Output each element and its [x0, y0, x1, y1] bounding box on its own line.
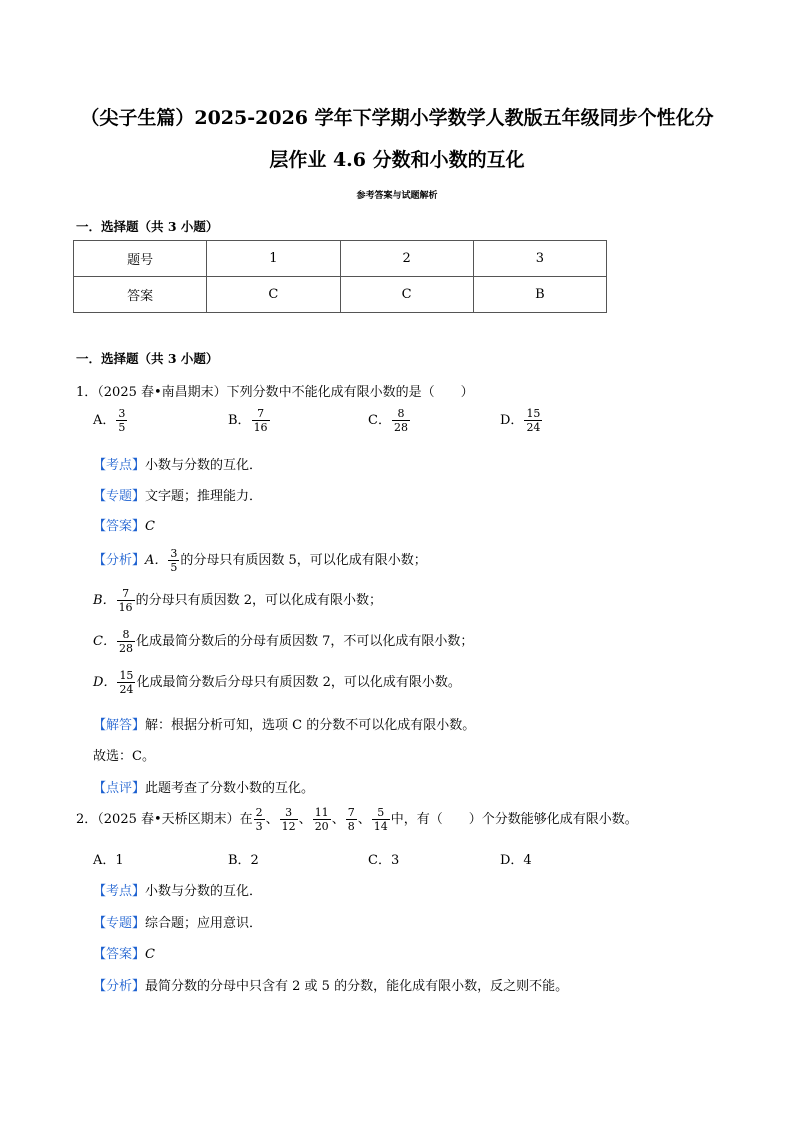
q1-jieda: 【解答】解：根据分析可知，选项 C 的分数不可以化成有限小数。: [93, 718, 476, 733]
fraction: $\frac{3}{12}$: [281, 806, 296, 833]
answer-cell: C: [340, 277, 473, 313]
q2-option-d: D．4: [500, 853, 532, 868]
question-number-cell: 3: [473, 241, 606, 277]
dianping-tag: 【点评】: [93, 781, 146, 796]
q2-kaodian: 【考点】小数与分数的互化．: [93, 884, 263, 899]
page-subtitle: 参考答案与试题解析: [356, 191, 438, 201]
fraction: $\frac{7}{8}$: [347, 806, 355, 833]
fenxi-tag: 【分析】: [93, 979, 146, 994]
daan-tag: 【答案】: [93, 519, 146, 534]
fraction: $\frac{3}{5}$: [170, 547, 178, 574]
fraction: $\frac{2}{3}$: [255, 806, 263, 833]
section-heading-questions: 一．选择题（共 3 小题）: [76, 351, 219, 366]
q1-option-c: [368, 407, 411, 434]
table-row: [74, 241, 607, 277]
q1-option-a: [93, 407, 128, 434]
q1-option-d: [500, 407, 543, 434]
answer-cell: C: [207, 277, 340, 313]
section-heading-answers: 一．选择题（共 3 小题）: [76, 219, 219, 234]
option-letter: D．: [500, 413, 524, 428]
q1-kaodian: 【考点】小数与分数的互化．: [93, 458, 263, 473]
q1-fenxi-c: C． $\frac{8}{28}$ 化成最简分数后的分母有质因数 7，不可以化成有限小数；: [93, 628, 474, 655]
jieda-tag: 【解答】: [93, 718, 146, 733]
fraction: $\frac{7}{16}$: [253, 407, 268, 434]
daan-tag: 【答案】: [93, 947, 146, 962]
page-title-line1: （尖子生篇）2025-2026 学年下学期小学数学人教版五年级同步个性化分: [80, 107, 714, 129]
q1-zhuanti: 【专题】文字题；推理能力．: [93, 489, 263, 504]
q2-fenxi: 【分析】最简分数的分母中只含有 2 或 5 的分数，能化成有限小数，反之则不能。: [93, 979, 569, 994]
answer-table: [73, 240, 607, 313]
q2-daan: 【答案】C: [93, 947, 155, 962]
fraction: $\frac{15}{24}$: [119, 669, 134, 696]
fraction: $\frac{3}{5}$: [118, 407, 126, 434]
fraction: $\frac{15}{24}$: [526, 407, 541, 434]
kaodian-tag: 【考点】: [93, 884, 146, 899]
fraction: $\frac{8}{28}$: [118, 628, 133, 655]
fraction: $\frac{11}{20}$: [314, 806, 329, 833]
q2-zhuanti: 【专题】综合题；应用意识．: [93, 916, 263, 931]
zhuanti-tag: 【专题】: [93, 489, 146, 504]
zhuanti-tag: 【专题】: [93, 916, 146, 931]
q1-daan: 【答案】C: [93, 519, 155, 534]
option-letter: B．: [228, 413, 251, 428]
q2-stem: 2．（2025 春•天桥区期末）在 $\frac{2}{3}$ 、 $\frac{3}{12}$ 、 $\frac{11}{20}$ 、 $\frac{7}{8}$ 、 $\frac{5}{14}$ 中，有（ ）个分数能够化成有限小数。: [76, 806, 638, 833]
fraction: $\frac{7}{16}$: [118, 587, 133, 614]
q1-fenxi-a: 【分析】A． $\frac{3}{5}$ 的分母只有质因数 5，可以化成有限小数；: [93, 547, 427, 574]
option-letter: C．: [368, 413, 391, 428]
fenxi-tag: 【分析】: [93, 553, 146, 568]
question-number-cell: 1: [207, 241, 340, 277]
q1-fenxi-d: D． $\frac{15}{24}$ 化成最简分数后分母只有质因数 2，可以化成有限小数。: [93, 669, 461, 696]
fraction: $\frac{5}{14}$: [373, 806, 388, 833]
answer-cell: B: [473, 277, 606, 313]
q1-stem: 1．（2025 春•南昌期末）下列分数中不能化成有限小数的是（ ）: [76, 385, 474, 400]
q1-guxuan: 故选：C。: [93, 749, 155, 764]
option-letter: A．: [93, 413, 116, 428]
q2-option-b: B．2: [228, 853, 259, 868]
row-label-answer: 答案: [74, 277, 207, 313]
question-number-cell: 2: [340, 241, 473, 277]
row-label-number: 题号: [74, 241, 207, 277]
page-title-line2: 层作业 4.6 分数和小数的互化: [269, 149, 525, 171]
q2-option-a: A．1: [93, 853, 124, 868]
q1-fenxi-b: B． $\frac{7}{16}$ 的分母只有质因数 2，可以化成有限小数；: [93, 587, 382, 614]
q2-option-c: C．3: [368, 853, 400, 868]
fraction: $\frac{8}{28}$: [393, 407, 408, 434]
q1-option-b: [228, 407, 271, 434]
table-row: [74, 277, 607, 313]
q1-dianping: 【点评】此题考查了分数小数的互化。: [93, 781, 315, 796]
kaodian-tag: 【考点】: [93, 458, 146, 473]
